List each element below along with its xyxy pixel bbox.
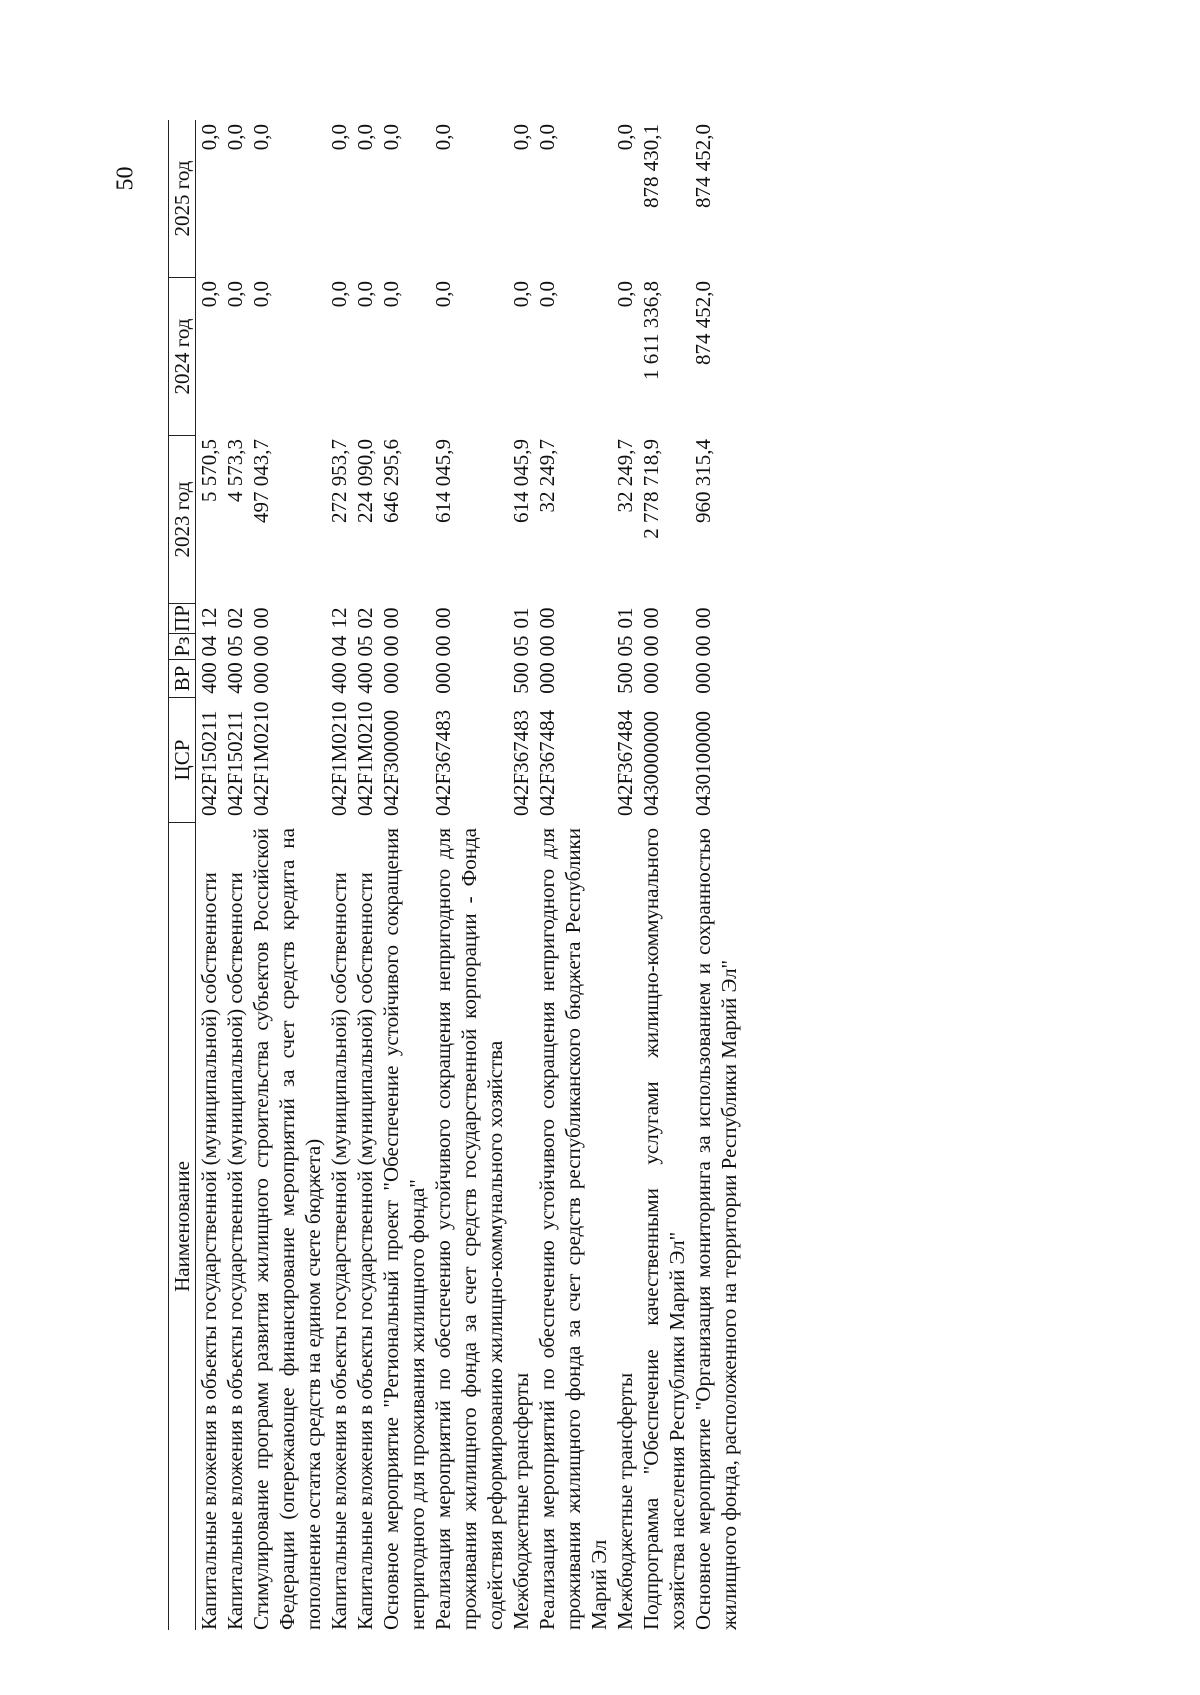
row-rz: 05	[613, 635, 637, 657]
table-row	[638, 120, 690, 1630]
row-rz: 00	[431, 635, 455, 657]
row-2025-value: 0,0	[223, 124, 247, 151]
row-2024-value: 0,0	[197, 281, 221, 308]
row-2023-value: 497 043,7	[249, 439, 273, 523]
row-name: Реализация мероприятий по обеспечению устойчивого сокращения непригодного для проживания жилищного фонда за счет средств государственной корпорации - Фонда содействия реформированию жилищно-коммунального хозяйства	[431, 828, 507, 1630]
row-rz: 04	[327, 635, 351, 657]
header-vr: ВР	[169, 659, 195, 697]
row-2024-value: 0,0	[223, 281, 247, 308]
row-2023-value: 5 570,5	[197, 439, 221, 502]
row-name: Стимулирование программ развития жилищного строительства субъектов Российской Федерации (опережающее финансирование мероприятий за счет средств кредита на пополнение остатка средств на едином счете бюджета)	[249, 828, 325, 1630]
table-row	[352, 120, 378, 1630]
header-2024: 2024 год	[169, 277, 195, 435]
row-2024-value: 0,0	[431, 281, 455, 308]
table-row	[222, 120, 248, 1630]
header-2025: 2025 год	[170, 160, 194, 237]
header-pr: ПР	[169, 603, 195, 633]
row-vr: 400	[353, 662, 377, 694]
row-rz: 00	[249, 635, 273, 657]
header-name: Наименование	[169, 822, 195, 1630]
row-vr: 000	[379, 662, 403, 694]
row-rz: 05	[353, 635, 377, 657]
row-2023-value: 960 315,4	[691, 439, 715, 523]
row-rz: 00	[691, 635, 715, 657]
row-2023-value: 224 090,0	[353, 439, 377, 523]
row-rz: 05	[223, 635, 247, 657]
row-pr: 00	[431, 607, 455, 629]
row-csr: 042F367483	[431, 709, 455, 816]
row-2023-value: 646 295,6	[379, 439, 403, 523]
row-name: Капитальные вложения в объекты государственной (муниципальной) собственности	[353, 872, 377, 1630]
row-pr: 01	[613, 607, 637, 629]
row-2024-value: 0,0	[327, 281, 351, 308]
row-csr: 042F367484	[613, 709, 637, 816]
row-csr: 042F1M0210	[327, 701, 351, 816]
row-2025-value: 0,0	[431, 124, 455, 151]
row-vr: 500	[509, 662, 533, 694]
page-number: 50	[112, 166, 139, 190]
row-2025-value: 0,0	[613, 124, 637, 151]
row-pr: 01	[509, 607, 533, 629]
row-name: Капитальные вложения в объекты государственной (муниципальной) собственности	[327, 872, 351, 1630]
table-row	[534, 120, 612, 1630]
row-2025-value: 878 430,1	[639, 124, 663, 208]
row-pr: 00	[249, 607, 273, 629]
row-2023-value: 32 249,7	[535, 439, 559, 513]
row-csr: 042F1M0210	[353, 701, 377, 816]
row-pr: 12	[327, 607, 351, 629]
row-2025-value: 0,0	[197, 124, 221, 151]
table-row	[378, 120, 430, 1630]
row-rz: 05	[509, 635, 533, 657]
row-csr: 042F367484	[535, 709, 559, 816]
table-row	[196, 120, 222, 1630]
row-vr: 000	[431, 662, 455, 694]
row-pr: 12	[197, 607, 221, 629]
row-name: Межбюджетные трансферты	[509, 1372, 533, 1630]
row-rz: 00	[535, 635, 559, 657]
row-2025-value: 0,0	[379, 124, 403, 151]
row-rz: 00	[379, 635, 403, 657]
row-2024-value: 0,0	[249, 281, 273, 308]
row-vr: 000	[639, 662, 663, 694]
row-name: Капитальные вложения в объекты государственной (муниципальной) собственности	[223, 872, 247, 1630]
row-name: Межбюджетные трансферты	[613, 1372, 637, 1630]
table-body	[196, 120, 742, 1630]
table-row	[508, 120, 534, 1630]
row-csr: 042F150211	[223, 710, 247, 816]
row-2023-value: 614 045,9	[509, 439, 533, 523]
row-2024-value: 0,0	[353, 281, 377, 308]
row-vr: 400	[327, 662, 351, 694]
row-2025-value: 0,0	[327, 124, 351, 151]
row-csr: 042F1M0210	[249, 701, 273, 816]
row-rz: 00	[639, 635, 663, 657]
row-pr: 00	[691, 607, 715, 629]
table-row	[430, 120, 508, 1630]
header-2023: 2023 год	[169, 435, 195, 603]
row-2023-value: 614 045,9	[431, 439, 455, 523]
header-csr: ЦСР	[169, 697, 195, 822]
row-pr: 00	[535, 607, 559, 629]
row-vr: 000	[249, 662, 273, 694]
row-pr: 00	[639, 607, 663, 629]
row-name: Подпрограмма "Обеспечение качественными услугами жилищно-коммунального хозяйства населения Республики Марий Эл"	[639, 828, 689, 1630]
row-2025-value: 0,0	[353, 124, 377, 151]
row-2023-value: 32 249,7	[613, 439, 637, 513]
row-2025-value: 874 452,0	[691, 124, 715, 208]
table-row	[612, 120, 638, 1630]
row-name: Реализация мероприятий по обеспечению устойчивого сокращения непригодного для проживания жилищного фонда за счет средств республиканского бюджета Республики Марий Эл	[535, 828, 611, 1630]
row-2024-value: 0,0	[535, 281, 559, 308]
table-row	[690, 120, 742, 1630]
row-2024-value: 0,0	[379, 281, 403, 308]
row-vr: 000	[691, 662, 715, 694]
row-2024-value: 0,0	[613, 281, 637, 308]
row-vr: 500	[613, 662, 637, 694]
row-pr: 02	[353, 607, 377, 629]
row-2025-value: 0,0	[535, 124, 559, 151]
row-2023-value: 272 953,7	[327, 439, 351, 523]
row-2024-value: 1 611 336,8	[639, 281, 663, 380]
header-rz: Рз	[169, 633, 195, 659]
row-2023-value: 2 778 718,9	[639, 439, 663, 539]
budget-table	[168, 120, 1048, 1630]
row-csr: 0430000000	[639, 711, 663, 816]
row-csr: 042F150211	[197, 710, 221, 816]
table-header	[168, 120, 196, 1630]
row-csr: 042F300000	[379, 709, 403, 816]
row-name: Капитальные вложения в объекты государственной (муниципальной) собственности	[197, 872, 221, 1630]
row-2025-value: 0,0	[249, 124, 273, 151]
row-name: Основное мероприятие "Региональный проект "Обеспечение устойчивого сокращения непригодного для проживания жилищного фонда"	[379, 828, 429, 1630]
row-pr: 00	[379, 607, 403, 629]
row-csr: 042F367483	[509, 709, 533, 816]
row-vr: 400	[197, 662, 221, 694]
row-vr: 000	[535, 662, 559, 694]
row-pr: 02	[223, 607, 247, 629]
table-row	[326, 120, 352, 1630]
row-2024-value: 874 452,0	[691, 281, 715, 365]
row-2023-value: 4 573,3	[223, 439, 247, 502]
table-row	[248, 120, 326, 1630]
row-name: Основное мероприятие "Организация мониторинга за использованием и сохранностью жилищного фонда, расположенного на территории Республики Марий Эл"	[691, 828, 741, 1630]
row-2025-value: 0,0	[509, 124, 533, 151]
row-vr: 400	[223, 662, 247, 694]
row-csr: 0430100000	[691, 711, 715, 816]
row-2024-value: 0,0	[509, 281, 533, 308]
row-rz: 04	[197, 635, 221, 657]
